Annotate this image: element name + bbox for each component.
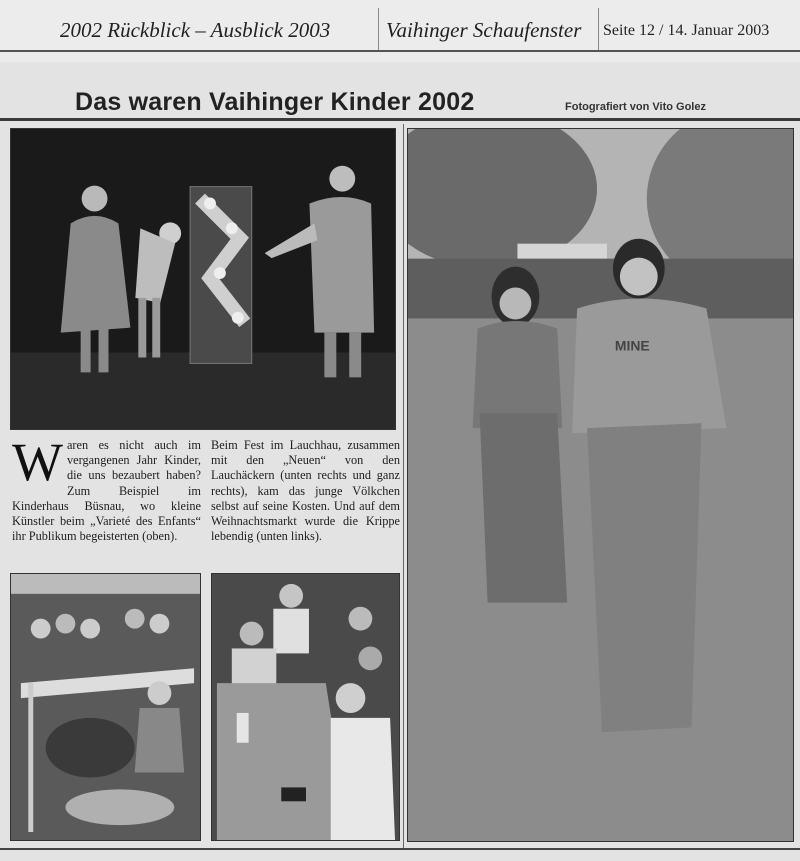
article-column-1 (12, 432, 201, 544)
photo-sack-race (407, 128, 794, 842)
header-page-date: Seite 12 / 14. Januar 2003 (603, 22, 770, 39)
header-newspaper-name: Vaihinger Schaufenster (386, 18, 582, 42)
header-rule (0, 50, 800, 52)
photo-christmas-market (10, 573, 201, 841)
photo-credit: Fotografiert von Vito Golez (565, 101, 706, 113)
drop-cap: W (12, 432, 63, 492)
header-section-title: 2002 Rückblick – Ausblick 2003 (60, 18, 331, 42)
header-divider (598, 8, 599, 50)
article-text-1: aren es nicht auch im vergangenen Jahr Kinder, die uns bezaubert haben? Zum Beispiel im Kinderhaus Büsnau, wo kleine Künstler beim „Varieté des Enfants“ ihr Publikum begeisterten (oben). (12, 438, 201, 544)
article-headline: Das waren Vaihinger Kinder 2002 (75, 88, 475, 116)
headline-rule (0, 118, 800, 121)
photo-children-table (211, 573, 400, 841)
article-text-2: Beim Fest im Lauchhau, zusammen mit den „Neuen“ von den Lauchäckern (unten rechts und ganz rechts), kam das junge Völkchen selbst auf seine Kosten. Und auf dem Weihnachtsmarkt wurde die Krippe lebendig (unten links). (211, 438, 400, 544)
bottom-rule (0, 848, 800, 850)
photo-stage-performance (10, 128, 396, 430)
page-header (0, 0, 800, 62)
article-column-2 (211, 438, 400, 544)
column-divider (403, 124, 404, 850)
header-divider (378, 8, 379, 50)
shirt-print: MINE (614, 337, 650, 354)
